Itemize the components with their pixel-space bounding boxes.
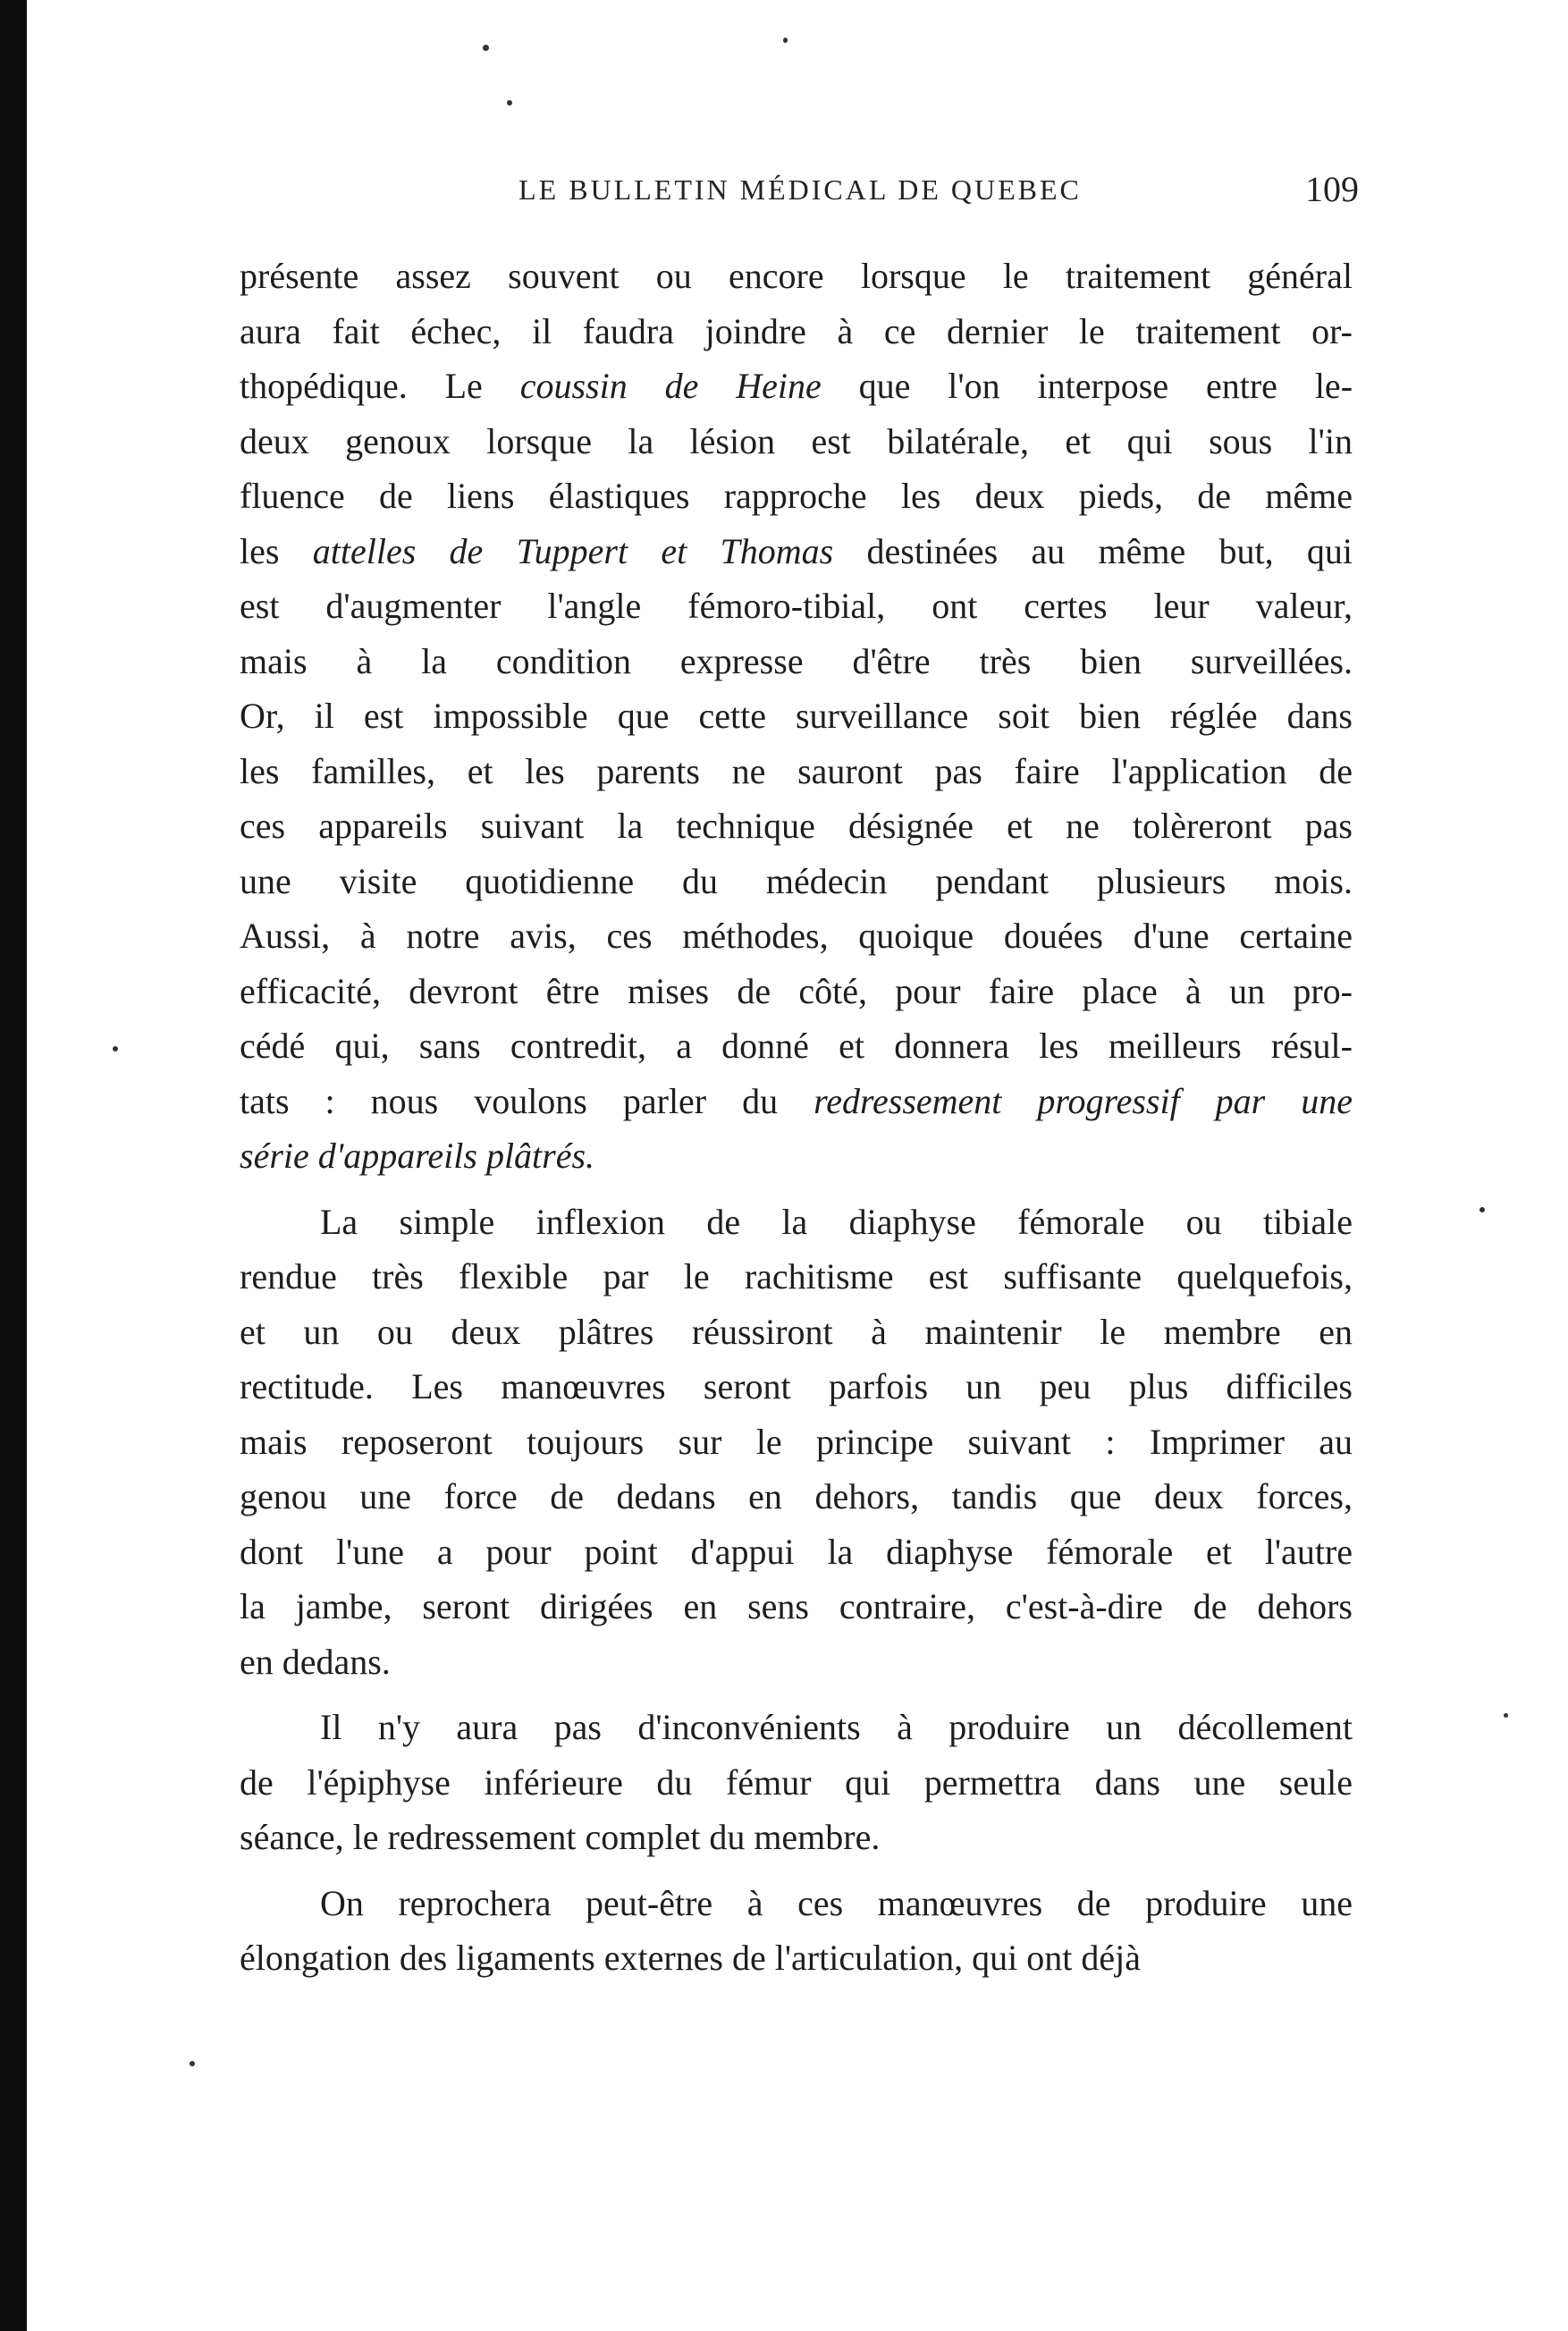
text-run: fluence de liens élastiques rapproche les deux pieds, de même (240, 476, 1353, 516)
paragraph (240, 1195, 1353, 1690)
text-line (240, 1579, 1353, 1634)
text-run: Il n'y aura pas d'inconvénients à produire un décollement (320, 1707, 1353, 1747)
text-line (240, 688, 1353, 744)
text-line (240, 744, 1353, 799)
text-run: On reprochera peut-être à ces manœuvres de produire une (320, 1882, 1353, 1923)
body-text (240, 249, 1353, 1986)
text-run: la jambe, seront dirigées en sens contraire, c'est-à-dire de dehors (240, 1586, 1353, 1626)
speck-mark (190, 2061, 195, 2066)
italic-run: redressement progressif par une (814, 1080, 1353, 1121)
speck-mark (783, 38, 788, 43)
text-run: mais reposeront toujours sur le principe suivant : Imprimer au (240, 1421, 1353, 1462)
text-line (240, 1074, 1353, 1129)
text-run: thopédique. Le (240, 366, 520, 406)
text-line (240, 1128, 1353, 1184)
text-line (240, 469, 1353, 524)
text-line (240, 524, 1353, 579)
text-run: mais à la condition expresse d'être très bien surveillées. (240, 640, 1353, 681)
text-run: genou une force de dedans en dehors, tandis que deux forces, (240, 1476, 1353, 1516)
text-line (240, 1810, 1353, 1865)
text-run: aura fait échec, il faudra joindre à ce dernier le traitement or- (240, 310, 1353, 351)
text-line (240, 1876, 1353, 1931)
paragraph (240, 249, 1353, 1184)
text-line (240, 1930, 1353, 1986)
text-run: tats : nous voulons parler du (240, 1080, 814, 1121)
text-run: de l'épiphyse inférieure du fémur qui permettra dans une seule (240, 1761, 1353, 1803)
text-line (240, 1018, 1353, 1074)
speck-mark (113, 1046, 118, 1051)
speck-mark (1479, 1207, 1485, 1212)
text-line (240, 414, 1353, 469)
text-line (240, 1305, 1353, 1360)
text-line (240, 798, 1353, 854)
paragraph-gap (240, 1184, 1353, 1195)
text-run: les familles, et les parents ne sauront pas faire l'application de (240, 750, 1353, 791)
binding-edge (0, 0, 27, 2331)
text-run: une visite quotidienne du médecin pendant plusieurs mois. (240, 860, 1353, 901)
speck-mark (483, 45, 489, 51)
text-run: cédé qui, sans contredit, a donné et donnera les meilleurs résul- (240, 1026, 1353, 1066)
text-line (240, 304, 1353, 359)
italic-run: série d'appareils plâtrés. (240, 1136, 595, 1176)
text-run: destinées au même but, qui (833, 530, 1353, 571)
italic-run: coussin de Heine (519, 366, 822, 406)
text-run: La simple inflexion de la diaphyse fémorale ou tibiale (320, 1201, 1353, 1242)
text-run: Aussi, à notre avis, ces méthodes, quoique douées d'une certaine (240, 916, 1353, 956)
text-run: en dedans. (240, 1641, 391, 1682)
text-run: Or, il est impossible que cette surveillance soit bien réglée dans (240, 696, 1353, 736)
italic-run: attelles de Tuppert et Thomas (312, 530, 834, 571)
text-run: et un ou deux plâtres réussiront à maintenir le membre en (240, 1311, 1353, 1352)
text-run: ces appareils suivant la technique désignée et ne tolèreront pas (240, 806, 1353, 846)
text-line (240, 634, 1353, 689)
text-line (240, 1415, 1353, 1470)
text-run: élongation des ligaments externes de l'articulation, qui ont déjà (240, 1938, 1142, 1978)
text-run: deux genoux lorsque la lésion est bilatérale, et qui sous l'in (240, 420, 1353, 461)
text-run: présente assez souvent ou encore lorsque le traitement général (240, 256, 1353, 296)
text-run: les (240, 530, 313, 571)
running-head: LE BULLETIN MÉDICAL DE QUEBEC (518, 173, 1082, 206)
text-run: dont l'une a pour point d'appui la diaphyse fémorale et l'autre (240, 1531, 1353, 1572)
text-line (240, 1755, 1353, 1811)
text-line (240, 1524, 1353, 1580)
paragraph-gap (240, 1689, 1353, 1700)
text-line (240, 249, 1353, 304)
text-line (240, 1469, 1353, 1524)
text-run: rendue très flexible par le rachitisme est suffisante quelquefois, (240, 1256, 1353, 1296)
text-line (240, 359, 1353, 414)
paragraph-gap (240, 1865, 1353, 1876)
text-run: séance, le redressement complet du membre. (240, 1817, 881, 1857)
paragraph (240, 1700, 1353, 1865)
page-number: 109 (1305, 169, 1359, 209)
text-line (240, 854, 1353, 909)
text-line (240, 908, 1353, 964)
text-line (240, 1634, 1353, 1690)
text-line (240, 1195, 1353, 1250)
speck-mark (1504, 1713, 1508, 1718)
text-line (240, 1359, 1353, 1415)
text-run: efficacité, devront être mises de côté, pour faire place à un pro- (240, 970, 1353, 1011)
speck-mark (507, 100, 512, 106)
text-line (240, 964, 1353, 1019)
paragraph (240, 1876, 1353, 1986)
text-line (240, 579, 1353, 634)
text-run: est d'augmenter l'angle fémoro-tibial, ont certes leur valeur, (240, 586, 1353, 626)
text-line (240, 1700, 1353, 1755)
text-run: que l'on interpose entre le- (821, 366, 1353, 406)
text-line (240, 1249, 1353, 1305)
text-run: rectitude. Les manœuvres seront parfois un peu plus difficiles (240, 1366, 1353, 1406)
